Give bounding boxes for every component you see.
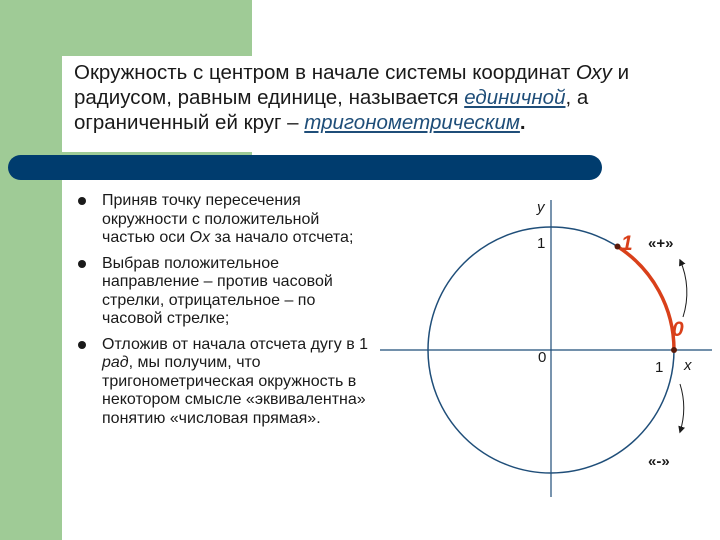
title-unit-term: единичной [464,86,566,109]
positive-direction-label: «+» [648,235,674,252]
bullet-item: Приняв точку пересечения окружности с положительной частью оси Ox за начало отсчета; [76,192,376,248]
negative-direction-label: «-» [648,453,670,470]
arc-start-label: 0 [672,318,684,341]
end-point [615,244,621,250]
bullet-item: Отложив от начала отсчета дугу в 1 рад, мы получим, что тригонометрическая окружность в некотором смысле «эквивалентна» понятию «числовая прямая». [76,336,376,429]
y-axis-label: y [537,199,545,216]
origin-label: 0 [538,349,547,366]
x-tick-label: 1 [655,359,664,376]
one-radian-arc [618,247,675,351]
arc-end-label: 1 [621,232,633,255]
y-tick-label: 1 [537,235,546,252]
positive-direction-arrow [680,260,687,317]
x-axis-label: x [684,357,692,374]
negative-direction-arrow [680,384,684,432]
start-point [671,347,677,353]
slide-title: Окружность с центром в начале системы координат Оху и радиусом, равным единице, называется единичной, а ограниченный ей круг – тригонометрическим. [74,61,630,134]
bullet-item: Выбрав положительное направление – против часовой стрелки, отрицательное – по часовой стрелке; [76,255,376,329]
title-oxy: Оху [575,61,612,84]
title-trig-term: тригонометрическим [304,111,520,134]
